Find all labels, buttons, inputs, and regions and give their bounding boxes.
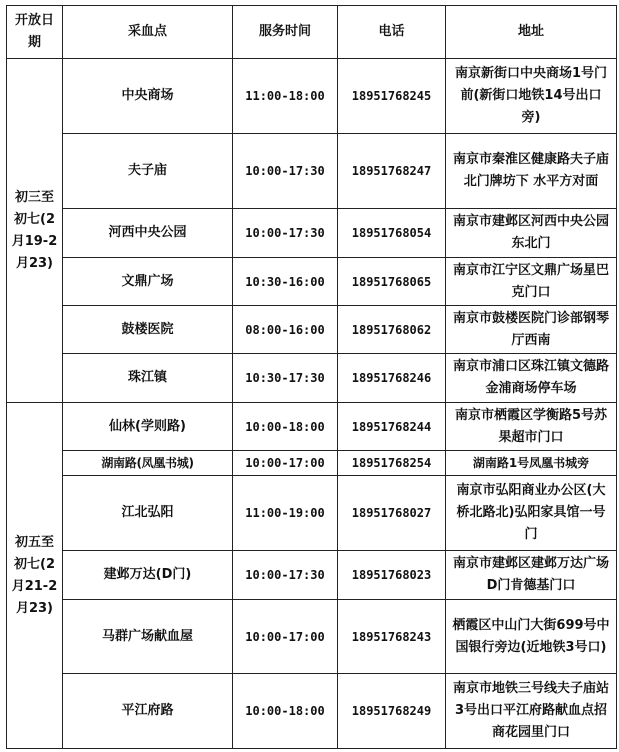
hours-cell: 11:00-19:00 xyxy=(233,476,338,551)
phone-cell: 18951768027 xyxy=(338,476,446,551)
site-cell: 江北弘阳 xyxy=(63,476,233,551)
date-range-cell: 初三至初七(2月19-2月23) xyxy=(7,59,63,403)
phone-cell: 18951768246 xyxy=(338,354,446,403)
table-row xyxy=(7,476,617,551)
address-cell: 南京市秦淮区健康路夫子庙北门牌坊下 水平方对面 xyxy=(446,134,617,209)
phone-cell: 18951768065 xyxy=(338,258,446,306)
phone-cell: 18951768254 xyxy=(338,451,446,476)
site-cell: 平江府路 xyxy=(63,674,233,749)
hours-cell: 10:30-16:00 xyxy=(233,258,338,306)
hours-cell: 10:00-18:00 xyxy=(233,403,338,451)
header-phone: 电话 xyxy=(338,6,446,59)
site-cell: 鼓楼医院 xyxy=(63,306,233,354)
table-row xyxy=(7,209,617,258)
table-row xyxy=(7,403,617,451)
table-row xyxy=(7,600,617,674)
phone-cell: 18951768245 xyxy=(338,59,446,134)
header-hours: 服务时间 xyxy=(233,6,338,59)
site-cell: 建邺万达(D门) xyxy=(63,551,233,600)
site-cell: 夫子庙 xyxy=(63,134,233,209)
site-cell: 珠江镇 xyxy=(63,354,233,403)
hours-cell: 10:00-17:30 xyxy=(233,551,338,600)
phone-cell: 18951768023 xyxy=(338,551,446,600)
table-row xyxy=(7,551,617,600)
site-cell: 河西中央公园 xyxy=(63,209,233,258)
table-row xyxy=(7,258,617,306)
phone-cell: 18951768062 xyxy=(338,306,446,354)
address-cell: 南京市江宁区文鼎广场星巴克门口 xyxy=(446,258,617,306)
address-cell: 南京市鼓楼医院门诊部钢琴厅西南 xyxy=(446,306,617,354)
address-cell: 南京市弘阳商业办公区(大桥北路北)弘阳家具馆一号门 xyxy=(446,476,617,551)
hours-cell: 10:00-17:30 xyxy=(233,209,338,258)
blood-donation-schedule xyxy=(6,5,617,749)
hours-cell: 08:00-16:00 xyxy=(233,306,338,354)
address-cell: 南京市建邺区建邺万达广场D门肯德基门口 xyxy=(446,551,617,600)
phone-cell: 18951768054 xyxy=(338,209,446,258)
site-cell: 马群广场献血屋 xyxy=(63,600,233,674)
hours-cell: 10:30-17:30 xyxy=(233,354,338,403)
address-cell: 湖南路1号凤凰书城旁 xyxy=(446,451,617,476)
phone-cell: 18951768243 xyxy=(338,600,446,674)
hours-cell: 10:00-17:00 xyxy=(233,451,338,476)
hours-cell: 10:00-17:00 xyxy=(233,600,338,674)
address-cell: 栖霞区中山门大街699号中国银行旁边(近地铁3号口) xyxy=(446,600,617,674)
address-cell: 南京市建邺区河西中央公园东北门 xyxy=(446,209,617,258)
header-address: 地址 xyxy=(446,6,617,59)
site-cell: 中央商场 xyxy=(63,59,233,134)
table-row xyxy=(7,451,617,476)
address-cell: 南京市地铁三号线夫子庙站3号出口平江府路献血点招商花园里门口 xyxy=(446,674,617,749)
table-row xyxy=(7,674,617,749)
phone-cell: 18951768249 xyxy=(338,674,446,749)
phone-cell: 18951768244 xyxy=(338,403,446,451)
table-row xyxy=(7,134,617,209)
address-cell: 南京市栖霞区学衡路5号苏果超市门口 xyxy=(446,403,617,451)
table-row xyxy=(7,354,617,403)
address-cell: 南京市浦口区珠江镇文德路金浦商场停车场 xyxy=(446,354,617,403)
date-range-cell: 初五至初七(2月21-2月23) xyxy=(7,403,63,749)
address-cell: 南京新街口中央商场1号门前(新街口地铁14号出口旁) xyxy=(446,59,617,134)
header-date: 开放日期 xyxy=(7,6,63,59)
header-site: 采血点 xyxy=(63,6,233,59)
table-row xyxy=(7,306,617,354)
site-cell: 湖南路(凤凰书城) xyxy=(63,451,233,476)
header-row xyxy=(7,6,617,59)
site-cell: 文鼎广场 xyxy=(63,258,233,306)
hours-cell: 10:00-18:00 xyxy=(233,674,338,749)
schedule-table xyxy=(6,5,617,749)
site-cell: 仙林(学则路) xyxy=(63,403,233,451)
hours-cell: 11:00-18:00 xyxy=(233,59,338,134)
phone-cell: 18951768247 xyxy=(338,134,446,209)
table-row xyxy=(7,59,617,134)
hours-cell: 10:00-17:30 xyxy=(233,134,338,209)
